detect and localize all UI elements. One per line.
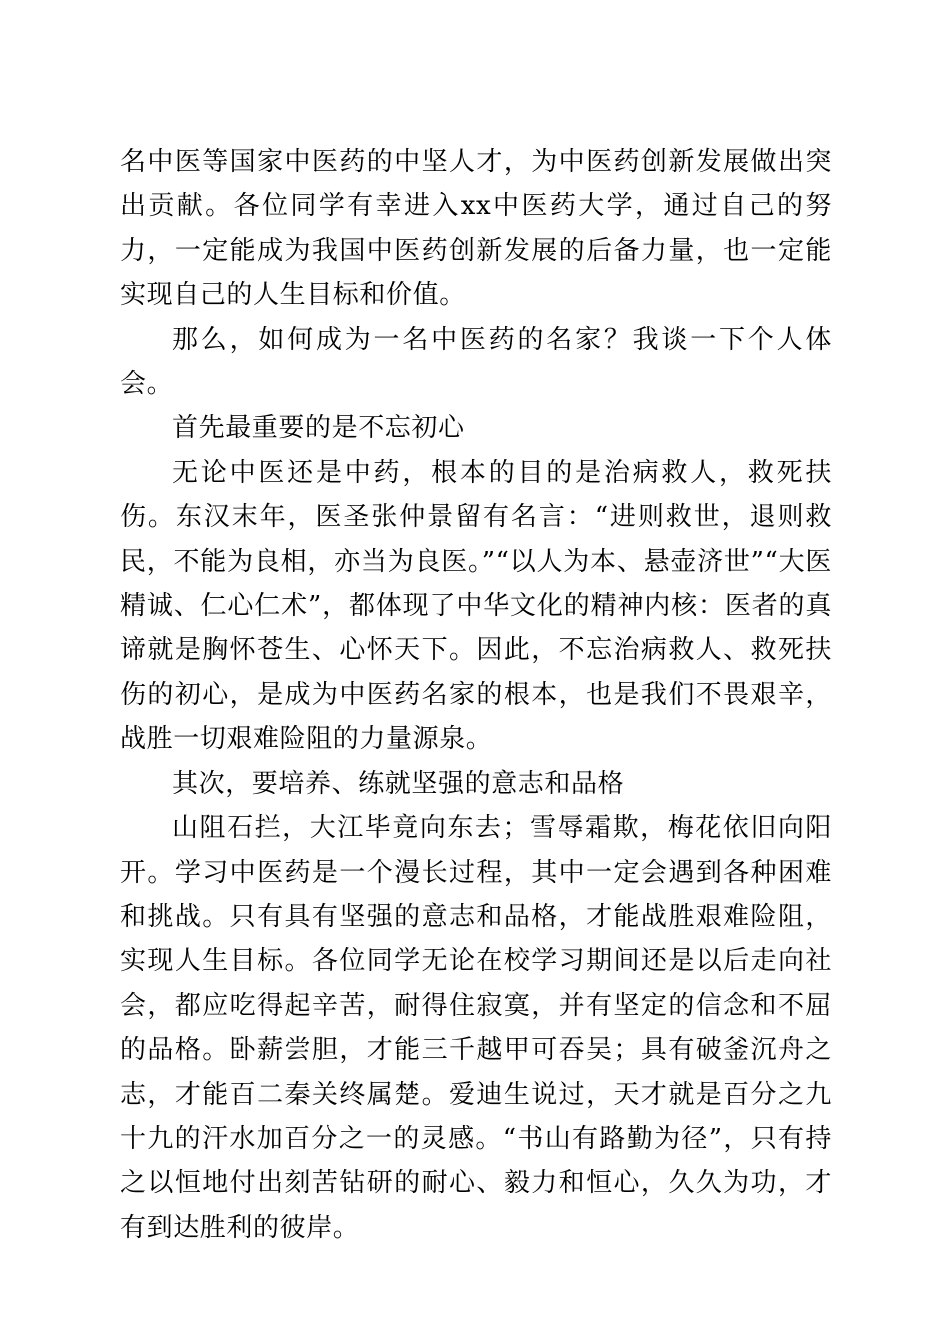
section-heading-2: 其次，要培养、练就坚强的意志和品格	[172, 768, 625, 799]
paragraph-2: 那么，如何成为一名中医药的名家？我谈一下个人体会。	[120, 324, 832, 400]
section-heading-1: 首先最重要的是不忘初心	[172, 413, 465, 444]
paragraph-3: 无论中医还是中药，根本的目的是治病救人，救死扶伤。东汉末年，医圣张仲景留有名言：“进则救世，退则救民，不能为良相，亦当为良医。”“以人为本、悬壶济世”“大医精诚、仁心仁术”，都体现了中华文化的精神内核：医者的真谛就是胸怀苍生、心怀天下。因此，不忘治病救人、救死扶伤的初心，是成为中医药名家的根本，也是我们不畏艰辛，战胜一切艰难险阻的力量源泉。	[120, 457, 832, 755]
paragraph-1: 名中医等国家中医药的中坚人才，为中医药创新发展做出突出贡献。各位同学有幸进入xx中医药大学，通过自己的努力，一定能成为我国中医药创新发展的后备力量，也一定能实现自己的人生目标和价值。	[120, 147, 832, 311]
paragraph-4: 山阻石拦，大江毕竟向东去；雪辱霜欺，梅花依旧向阳开。学习中医药是一个漫长过程，其中一定会遇到各种困难和挑战。只有具有坚强的意志和品格，才能战胜艰难险阻，实现人生目标。各位同学无论在校学习期间还是以后走向社会，都应吃得起辛苦，耐得住寂寞，并有坚定的信念和不屈的品格。卧薪尝胆，才能三千越甲可吞吴；具有破釜沉舟之志，才能百二秦关终属楚。爱迪生说过，天才就是百分之九十九的汗水加百分之一的灵感。“书山有路勤为径”，只有持之以恒地付出刻苦钻研的耐心、毅力和恒心，久久为功，才有到达胜利的彼岸。	[120, 813, 832, 1243]
document-page	[120, 140, 832, 1250]
